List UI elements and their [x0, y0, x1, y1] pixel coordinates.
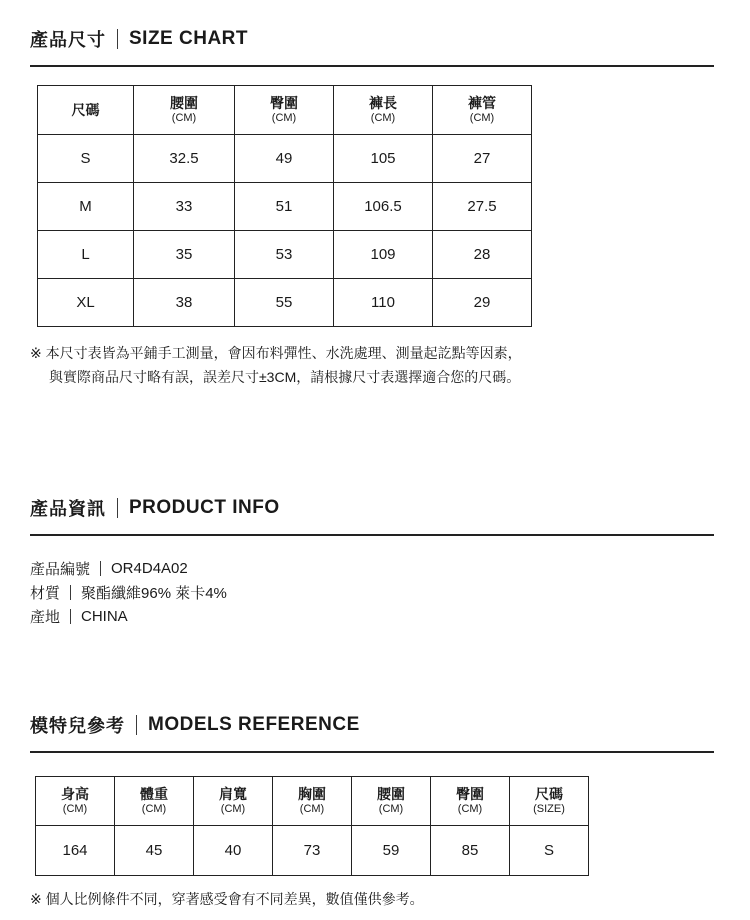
models-reference-title-en: MODELS REFERENCE: [148, 714, 360, 735]
title-divider: [117, 498, 118, 518]
cell: 73: [273, 826, 352, 876]
cell: 109: [334, 231, 433, 279]
cell: XL: [38, 279, 134, 327]
section-rule: [30, 751, 714, 753]
table-row-m: [38, 183, 532, 231]
disclaimer-line-2: 與實際商品尺寸略有誤，誤差尺寸±3CM，請根據尺寸表選擇適合您的尺碼。: [49, 369, 521, 385]
col-header-leg-opening: 褲管 (CM): [433, 86, 532, 135]
section-rule: [30, 534, 714, 536]
size-chart-disclaimer: [30, 341, 720, 389]
cell: 27.5: [433, 183, 532, 231]
col-header-height: 身高 (CM): [36, 777, 115, 826]
col-header-size: 尺碼 (SIZE): [510, 777, 589, 826]
material-row: [30, 580, 720, 604]
material-label: 材質: [30, 584, 61, 602]
section-rule: [30, 65, 714, 67]
product-info-title: [30, 495, 720, 521]
table-row-xl: [38, 279, 532, 327]
col-header-weight: 體重 (CM): [115, 777, 194, 826]
cell: L: [38, 231, 134, 279]
col-header-waist: 腰圍 (CM): [352, 777, 431, 826]
cell: 105: [334, 135, 433, 183]
info-divider: [100, 561, 101, 576]
models-data-row: [36, 826, 589, 876]
cell: 27: [433, 135, 532, 183]
col-header-pants-length: 褲長 (CM): [334, 86, 433, 135]
col-header-chest: 胸圍 (CM): [273, 777, 352, 826]
cell: 55: [235, 279, 334, 327]
cell: 53: [235, 231, 334, 279]
size-chart-header-row: [38, 86, 532, 135]
size-chart-title: [30, 26, 720, 52]
product-info-list: [30, 556, 720, 628]
col-header-size: 尺碼: [38, 86, 134, 135]
cell: 164: [36, 826, 115, 876]
origin-value: CHINA: [81, 607, 128, 625]
product-info-title-en: PRODUCT INFO: [129, 497, 280, 518]
cell: 45: [115, 826, 194, 876]
origin-row: [30, 604, 720, 628]
size-chart-title-zh: 產品尺寸: [30, 30, 106, 50]
cell: 49: [235, 135, 334, 183]
cell: 29: [433, 279, 532, 327]
size-chart-title-en: SIZE CHART: [129, 28, 248, 49]
size-chart-table: [37, 85, 532, 327]
product-code-value: OR4D4A02: [111, 559, 188, 577]
cell: 85: [431, 826, 510, 876]
cell: 51: [235, 183, 334, 231]
col-header-waist: 腰圍 (CM): [134, 86, 235, 135]
cell: 35: [134, 231, 235, 279]
title-divider: [136, 715, 137, 735]
models-header-row: [36, 777, 589, 826]
title-divider: [117, 29, 118, 49]
info-divider: [70, 609, 71, 624]
cell: 110: [334, 279, 433, 327]
product-code-row: [30, 556, 720, 580]
models-reference-title: [30, 712, 720, 738]
table-row-s: [38, 135, 532, 183]
cell: 40: [194, 826, 273, 876]
material-value: 聚酯纖維96% 萊卡4%: [81, 584, 227, 602]
cell: 33: [134, 183, 235, 231]
cell: S: [510, 826, 589, 876]
models-reference-table: [35, 776, 589, 876]
cell: 28: [433, 231, 532, 279]
cell: S: [38, 135, 134, 183]
cell: 106.5: [334, 183, 433, 231]
product-info-title-zh: 產品資訊: [30, 499, 106, 519]
product-code-label: 產品編號: [30, 560, 91, 578]
col-header-hip: 臀圍 (CM): [431, 777, 510, 826]
cell: M: [38, 183, 134, 231]
origin-label: 產地: [30, 608, 61, 626]
info-divider: [70, 585, 71, 600]
cell: 32.5: [134, 135, 235, 183]
models-disclaimer: ※ 個人比例條件不同，穿著感受會有不同差異，數值僅供參考。: [30, 891, 424, 907]
cell: 59: [352, 826, 431, 876]
models-reference-title-zh: 模特兒參考: [30, 716, 125, 736]
col-header-hip: 臀圍 (CM): [235, 86, 334, 135]
col-header-shoulder: 肩寬 (CM): [194, 777, 273, 826]
table-row-l: [38, 231, 532, 279]
disclaimer-line-1: ※ 本尺寸表皆為平鋪手工測量，會因布料彈性、水洗處理、測量起訖點等因素，: [30, 345, 522, 361]
cell: 38: [134, 279, 235, 327]
